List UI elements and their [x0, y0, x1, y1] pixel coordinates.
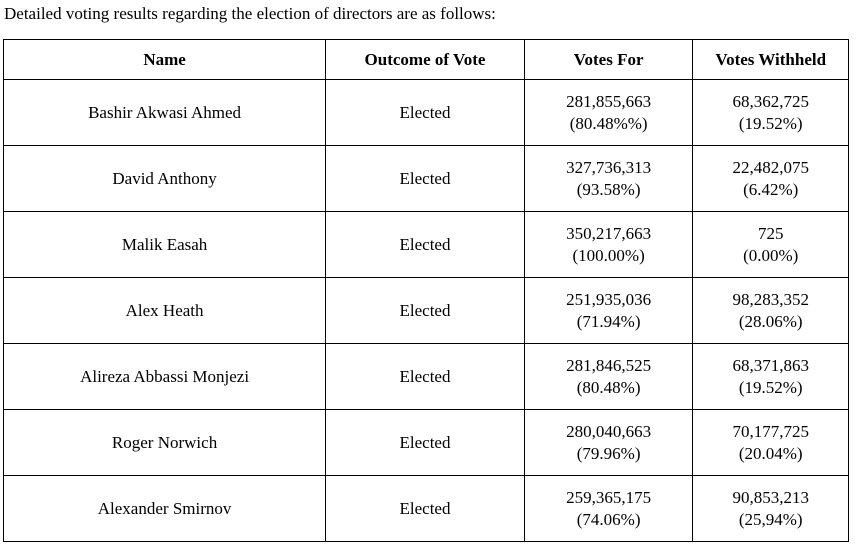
table-row	[4, 278, 849, 344]
header-votes-withheld: Votes Withheld	[693, 40, 849, 80]
votes-for-percent: (80.48%%)	[569, 113, 648, 133]
header-votes-for: Votes For	[524, 40, 693, 80]
vote-outcome: Elected	[326, 212, 525, 278]
votes-for-cell	[524, 410, 693, 476]
vote-outcome: Elected	[326, 410, 525, 476]
table-row	[4, 476, 849, 542]
votes-for-count: 259,365,175	[566, 487, 652, 507]
director-name: David Anthony	[4, 146, 326, 212]
header-name: Name	[4, 40, 326, 80]
votes-withheld-count: 68,362,725	[732, 91, 809, 111]
table-row	[4, 344, 849, 410]
votes-for-percent: (80.48%)	[576, 377, 641, 397]
votes-withheld-count: 70,177,725	[732, 421, 809, 441]
votes-withheld-count: 98,283,352	[732, 289, 809, 309]
votes-withheld-count: 725	[757, 223, 784, 243]
votes-withheld-percent: (25,94%)	[738, 509, 803, 529]
votes-for-count: 280,040,663	[566, 421, 652, 441]
vote-outcome: Elected	[326, 146, 525, 212]
votes-withheld-percent: (0.00%)	[743, 245, 799, 265]
votes-for-count: 251,935,036	[566, 289, 652, 309]
vote-outcome: Elected	[326, 476, 525, 542]
director-voting-results-table	[3, 39, 849, 542]
director-name: Alexander Smirnov	[4, 476, 326, 542]
votes-withheld-cell	[693, 410, 849, 476]
director-name: Alireza Abbassi Monjezi	[4, 344, 326, 410]
votes-for-cell	[524, 146, 693, 212]
votes-for-count: 327,736,313	[566, 157, 652, 177]
votes-for-cell	[524, 476, 693, 542]
table-row	[4, 80, 849, 146]
intro-text: Detailed voting results regarding the election of directors are as follows:	[4, 4, 496, 23]
table-row	[4, 146, 849, 212]
votes-for-percent: (93.58%)	[576, 179, 641, 199]
votes-withheld-cell	[693, 476, 849, 542]
votes-for-percent: (79.96%)	[576, 443, 641, 463]
votes-withheld-percent: (20.04%)	[738, 443, 803, 463]
votes-for-cell	[524, 212, 693, 278]
votes-withheld-count: 22,482,075	[732, 157, 809, 177]
votes-withheld-cell	[693, 80, 849, 146]
votes-for-count: 350,217,663	[566, 223, 652, 243]
votes-withheld-count: 90,853,213	[732, 487, 809, 507]
vote-outcome: Elected	[326, 80, 525, 146]
votes-for-count: 281,855,663	[566, 91, 652, 111]
votes-withheld-count: 68,371,863	[732, 355, 809, 375]
table-row	[4, 410, 849, 476]
votes-withheld-cell	[693, 344, 849, 410]
director-name: Bashir Akwasi Ahmed	[4, 80, 326, 146]
table-row	[4, 212, 849, 278]
director-name: Alex Heath	[4, 278, 326, 344]
votes-withheld-cell	[693, 146, 849, 212]
table-header-row	[4, 40, 849, 80]
votes-withheld-cell	[693, 212, 849, 278]
votes-for-cell	[524, 80, 693, 146]
votes-withheld-percent: (6.42%)	[743, 179, 799, 199]
votes-withheld-cell	[693, 278, 849, 344]
votes-withheld-percent: (28.06%)	[738, 311, 803, 331]
votes-for-cell	[524, 278, 693, 344]
header-outcome-of-vote: Outcome of Vote	[326, 40, 525, 80]
votes-for-percent: (71.94%)	[576, 311, 641, 331]
director-name: Malik Easah	[4, 212, 326, 278]
votes-for-percent: (74.06%)	[576, 509, 641, 529]
votes-for-percent: (100.00%)	[572, 245, 645, 265]
votes-withheld-percent: (19.52%)	[738, 377, 803, 397]
votes-for-cell	[524, 344, 693, 410]
director-name: Roger Norwich	[4, 410, 326, 476]
votes-withheld-percent: (19.52%)	[738, 113, 803, 133]
vote-outcome: Elected	[326, 278, 525, 344]
votes-for-count: 281,846,525	[566, 355, 652, 375]
vote-outcome: Elected	[326, 344, 525, 410]
